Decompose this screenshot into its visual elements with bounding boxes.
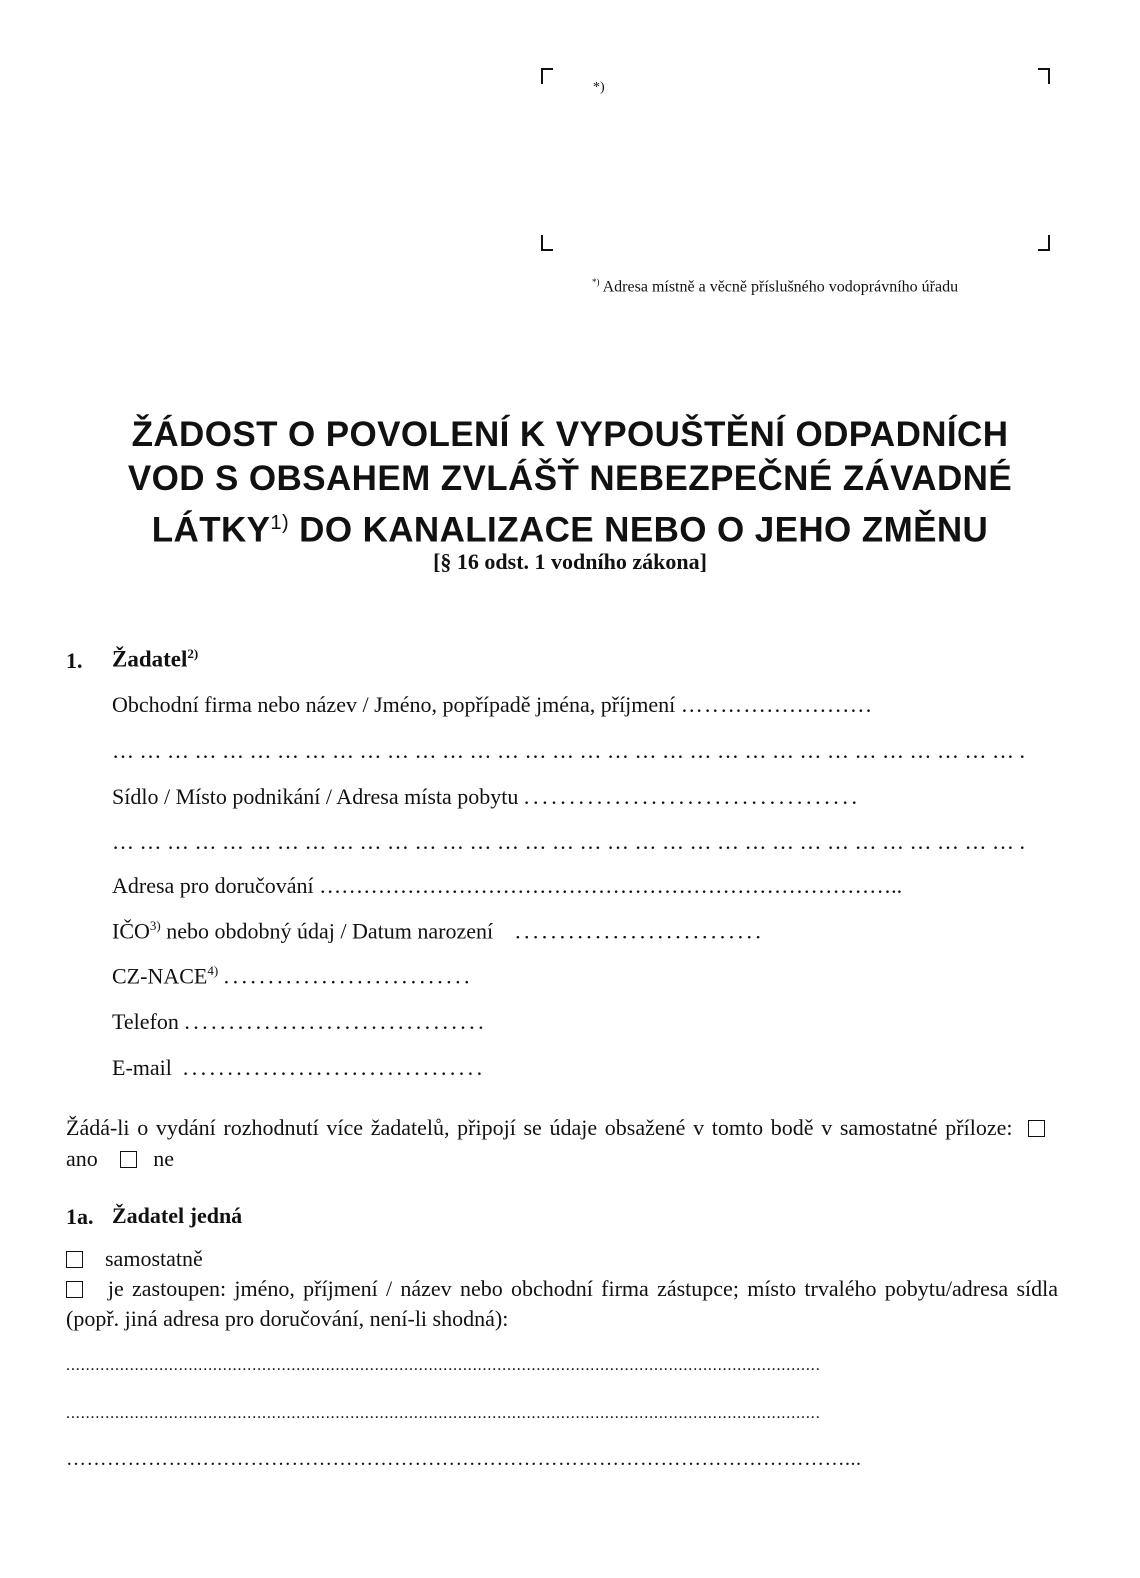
title-footnote-ref: 1) xyxy=(270,512,290,534)
field-email-dots: .................................. xyxy=(182,1055,486,1080)
field-delivery-label: Adresa pro doručování xyxy=(112,873,314,898)
address-box-corner-bottom-right xyxy=(1038,235,1050,251)
section-1-heading xyxy=(112,646,198,673)
title-line-3-end: DO KANALIZACE NEBO O JEHO ZMĚNU xyxy=(289,510,989,550)
title-line-1: ŽÁDOST O POVOLENÍ K VYPOUŠTĚNÍ ODPADNÍCH xyxy=(131,415,1009,454)
representative-line-3[interactable]: ……………………………………………………………………………………………………... xyxy=(66,1448,862,1470)
field-nace-dots: ............................ xyxy=(223,963,473,989)
field-nace-ref: 4) xyxy=(207,963,219,978)
field-name-dots: …..…................. xyxy=(680,692,874,717)
field-ico[interactable] xyxy=(112,918,764,944)
field-ico-label-start: IČO xyxy=(112,918,150,944)
field-ico-ref: 3) xyxy=(149,918,161,933)
legal-reference: [§ 16 odst. 1 vodního zákona] xyxy=(433,549,707,574)
multiple-applicants-note xyxy=(66,1112,1058,1174)
option-no-label: ne xyxy=(153,1146,175,1171)
field-nace-label: CZ-NACE xyxy=(112,963,208,989)
option-alone[interactable] xyxy=(66,1246,203,1272)
multiple-applicants-text: Žádá-li o vydání rozhodnutí více žadatelů, připojí se údaje obsažené v tomto bodě v samostatné příloze: xyxy=(66,1115,1013,1140)
title-line-3-start: LÁTKY xyxy=(151,510,271,550)
representative-line-2[interactable]: .......................................................................................................................................................... xyxy=(66,1405,821,1422)
section-1-heading-ref: 2) xyxy=(187,646,199,661)
field-seat-label: Sídlo / Místo podnikání / Adresa místa pobytu xyxy=(112,784,519,809)
field-seat-continuation[interactable]: … … … … … … … … … … … … … … … … … … … … … … … … … … … … … … … … … . xyxy=(112,829,1025,854)
checkbox-yes[interactable] xyxy=(1028,1120,1045,1137)
address-box-corner-top-right xyxy=(1038,68,1050,84)
address-footnote xyxy=(592,277,958,296)
address-footnote-marker: *) xyxy=(592,277,600,287)
field-email[interactable] xyxy=(112,1055,485,1081)
field-ico-dots: ............................ xyxy=(515,918,765,944)
option-represented-text: je zastoupen: jméno, příjmení / název nebo obchodní firma zástupce; místo trvalého pobytu/adresa sídla (popř. jiná adresa pro doručování, není-li shodná): xyxy=(66,1276,1058,1331)
field-phone[interactable] xyxy=(112,1009,487,1035)
section-1-number: 1. xyxy=(66,648,83,673)
field-ico-label-end: nebo obdobný údaj / Datum narození xyxy=(160,918,494,944)
field-delivery-address[interactable] xyxy=(112,873,902,899)
address-footnote-text: Adresa místně a věcně příslušného vodoprávního úřadu xyxy=(602,278,959,296)
field-nace[interactable] xyxy=(112,963,473,989)
checkbox-alone[interactable] xyxy=(66,1251,83,1268)
option-yes-label: ano xyxy=(66,1146,98,1171)
field-name[interactable] xyxy=(112,692,873,718)
checkbox-represented[interactable] xyxy=(66,1281,83,1298)
field-seat[interactable] xyxy=(112,784,861,810)
section-1-heading-text: Žadatel xyxy=(112,646,188,672)
option-alone-label: samostatně xyxy=(105,1246,203,1271)
representative-line-1[interactable]: .......................................................................................................................................................... xyxy=(66,1357,821,1374)
field-phone-dots: .................................. xyxy=(184,1009,487,1034)
field-name-continuation[interactable]: … … … … … … … … … … … … … … … … … … … … … … … … … … … … … … … … … . xyxy=(112,738,1025,763)
address-box-corner-top-left xyxy=(541,68,553,84)
title-line-2: VOD S OBSAHEM ZVLÁŠŤ NEBEZPEČNÉ ZÁVADNÉ xyxy=(127,459,1013,498)
address-box-marker: *) xyxy=(593,80,605,95)
title-line-3 xyxy=(40,501,1100,553)
section-1a-heading: Žadatel jedná xyxy=(112,1203,243,1228)
field-name-label: Obchodní firma nebo název / Jméno, popřípadě jména, příjmení xyxy=(112,692,676,717)
field-email-label: E-mail xyxy=(112,1055,172,1080)
field-seat-dots: ..................................... xyxy=(523,784,861,809)
checkbox-no[interactable] xyxy=(120,1151,137,1168)
field-delivery-dots: …………………………………………………………………….. xyxy=(319,873,903,898)
option-represented xyxy=(66,1274,1058,1334)
address-box-corner-bottom-left xyxy=(541,235,553,251)
section-1a-number: 1a. xyxy=(66,1204,94,1229)
field-phone-label: Telefon xyxy=(112,1009,179,1034)
